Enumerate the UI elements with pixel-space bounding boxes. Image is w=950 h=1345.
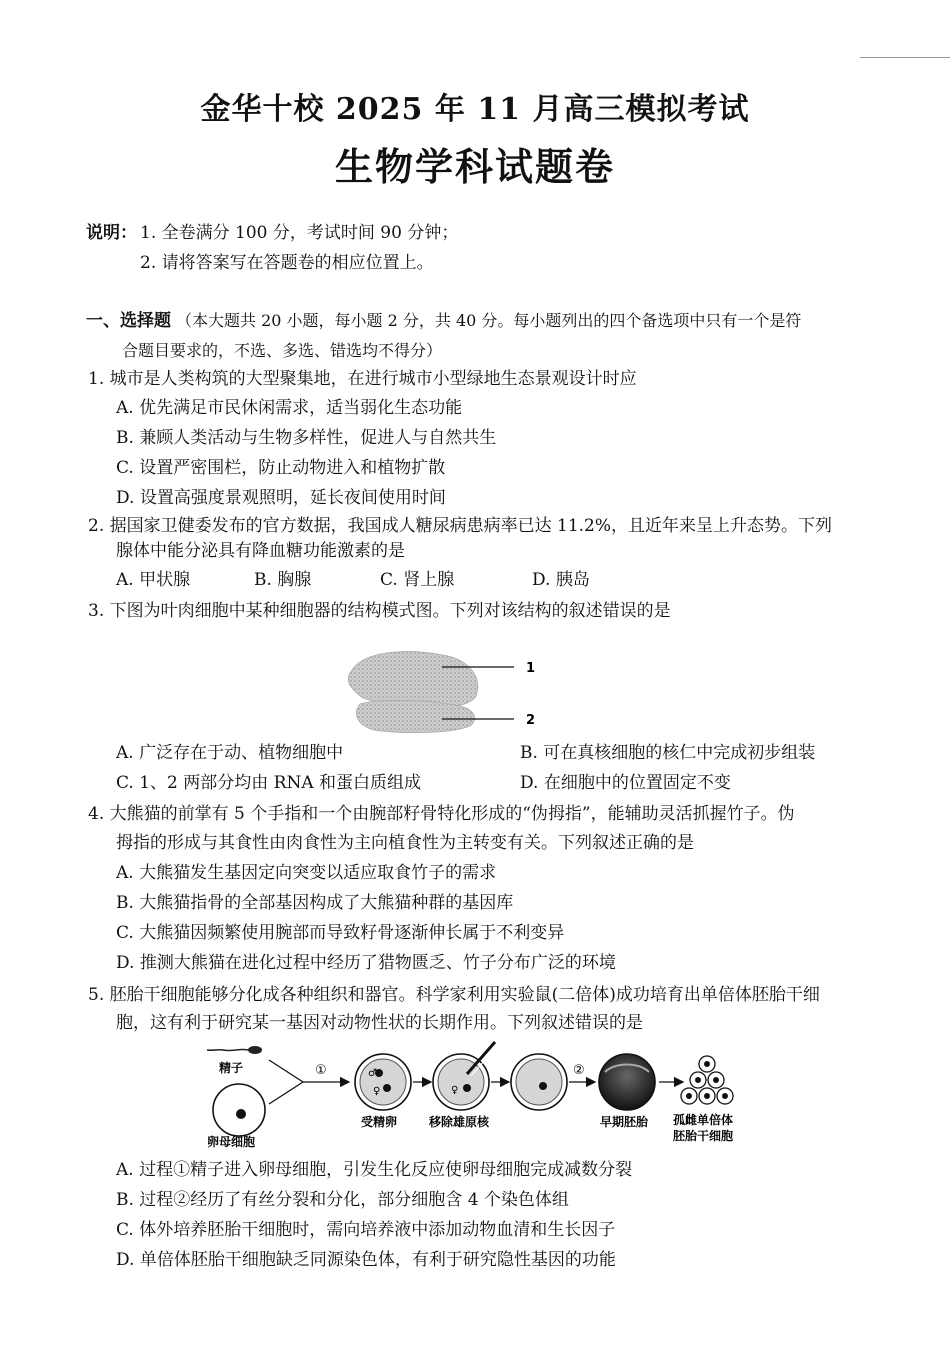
question-1-option-b: B. 兼顾人类活动与生物多样性，促进人与自然共生 (116, 428, 497, 448)
female-pronucleus (383, 1084, 391, 1092)
question-5-option-c: C. 体外培养胚胎干细胞时，需向培养液中添加动物血清和生长因子 (116, 1220, 616, 1240)
question-5-stem: 5. 胚胎干细胞能够分化成各种组织和器官。科学家利用实验鼠(二倍体)成功培育出单倍体胚胎干细 (88, 985, 820, 1005)
question-4-option-a: A. 大熊猫发生基因定向突变以适应取食竹子的需求 (116, 863, 497, 883)
process-1-label: ① (315, 1063, 327, 1078)
question-1-option-a: A. 优先满足市民休闲需求，适当弱化生态功能 (116, 398, 463, 418)
question-1-stem: 1. 城市是人类构筑的大型聚集地，在进行城市小型绿地生态景观设计时应 (88, 369, 637, 389)
notes-label: 说明： (86, 223, 137, 243)
enucleation-inner (438, 1059, 484, 1105)
scan-edge-line (860, 57, 950, 58)
process-2-label: ② (573, 1063, 585, 1078)
question-5-option-a: A. 过程①精子进入卵母细胞，引发生化反应使卵母细胞完成减数分裂 (116, 1160, 633, 1180)
question-5-option-d: D. 单倍体胚胎干细胞缺乏同源染色体，有利于研究隐性基因的功能 (116, 1250, 616, 1270)
question-4-option-b: B. 大熊猫指骨的全部基因构成了大熊猫种群的基因库 (116, 893, 514, 913)
question-3-option-b: B. 可在真核细胞的核仁中完成初步组装 (520, 743, 816, 763)
note-item: 2. 请将答案写在答题卷的相应位置上。 (140, 253, 434, 273)
question-2-option-a: A. 甲状腺 (116, 570, 191, 590)
question-4-stem: 4. 大熊猫的前掌有 5 个手指和一个由腕部籽骨特化形成的“伪拇指”，能辅助灵活抓握竹子。伪 (88, 804, 795, 824)
question-1-option-c: C. 设置严密围栏，防止动物进入和植物扩散 (116, 458, 446, 478)
esc-label-line2: 胚胎干细胞 (673, 1129, 734, 1143)
ribosome-figure (330, 640, 560, 740)
question-3-option-c: C. 1、2 两部分均由 RNA 和蛋白质组成 (116, 773, 422, 793)
question-1-option-d: D. 设置高强度景观照明，延长夜间使用时间 (116, 488, 446, 508)
section-description: 合题目要求的，不选、多选、错选均不得分） (122, 341, 443, 360)
connector-line (269, 1060, 303, 1082)
enucleation-label: 移除雄原核 (429, 1115, 490, 1129)
connector-line (269, 1082, 303, 1104)
section-heading: 一、选择题 (86, 311, 171, 331)
question-2-stem-cont: 腺体中能分泌具有降血糖功能激素的是 (116, 541, 405, 561)
female-symbol: ♀ (373, 1086, 381, 1097)
zygote-label: 受精卵 (361, 1115, 398, 1129)
question-3-stem: 3. 下图为叶肉细胞中某种细胞器的结构模式图。下列对该结构的叙述错误的是 (88, 601, 671, 621)
haploid-esc-figure (195, 1038, 775, 1150)
zygote-inner (360, 1059, 406, 1105)
question-2-stem: 2. 据国家卫健委发布的官方数据，我国成人糖尿病患病率已达 11.2%，且近年来呈上升态势。下列 (88, 516, 833, 536)
male-symbol: ♂ (368, 1068, 377, 1079)
question-2-option-c: C. 肾上腺 (380, 570, 455, 590)
exam-title: 金华十校 2025 年 11 月高三模拟考试 (200, 92, 750, 127)
structure-label-1: 1 (526, 661, 536, 676)
haploid-nucleus (539, 1082, 547, 1090)
large-subunit (348, 652, 477, 707)
question-4-option-d: D. 推测大熊猫在进化过程中经历了猎物匮乏、竹子分布广泛的环境 (116, 953, 616, 973)
haploid-esc-cluster-icon (681, 1056, 733, 1104)
haploid-zygote-inner (516, 1059, 562, 1105)
question-2-option-d: D. 胰岛 (532, 570, 590, 590)
embryo-label: 早期胚胎 (600, 1115, 649, 1129)
sperm-label: 精子 (219, 1061, 244, 1075)
structure-label-2: 2 (526, 713, 536, 728)
small-subunit (356, 700, 474, 732)
question-5-stem-cont: 胞，这有利于研究某一基因对动物性状的长期作用。下列叙述错误的是 (116, 1013, 643, 1033)
question-4-stem-cont: 拇指的形成与其食性由肉食性为主向植食性为主转变有关。下列叙述正确的是 (116, 833, 694, 853)
paper-title: 生物学科试题卷 (334, 144, 615, 189)
question-3-option-d: D. 在细胞中的位置固定不变 (520, 773, 731, 793)
early-embryo-icon (599, 1054, 655, 1110)
esc-label-line1: 孤雌单倍体 (673, 1113, 734, 1127)
oocyte-label: 卵母细胞 (207, 1135, 256, 1149)
female-pronucleus (463, 1084, 471, 1092)
section-description: （本大题共 20 小题，每小题 2 分，共 40 分。每小题列出的四个备选项中只有一个是符 (176, 311, 802, 330)
female-symbol: ♀ (451, 1085, 459, 1096)
note-item: 1. 全卷满分 100 分，考试时间 90 分钟； (140, 223, 459, 243)
sperm-icon (207, 1046, 262, 1054)
question-3-option-a: A. 广泛存在于动、植物细胞中 (116, 743, 344, 763)
question-4-option-c: C. 大熊猫因频繁使用腕部而导致籽骨逐渐伸长属于不利变异 (116, 923, 565, 943)
question-2-option-b: B. 胸腺 (254, 570, 312, 590)
question-5-option-b: B. 过程②经历了有丝分裂和分化，部分细胞含 4 个染色体组 (116, 1190, 569, 1210)
oocyte-nucleus (236, 1109, 246, 1119)
